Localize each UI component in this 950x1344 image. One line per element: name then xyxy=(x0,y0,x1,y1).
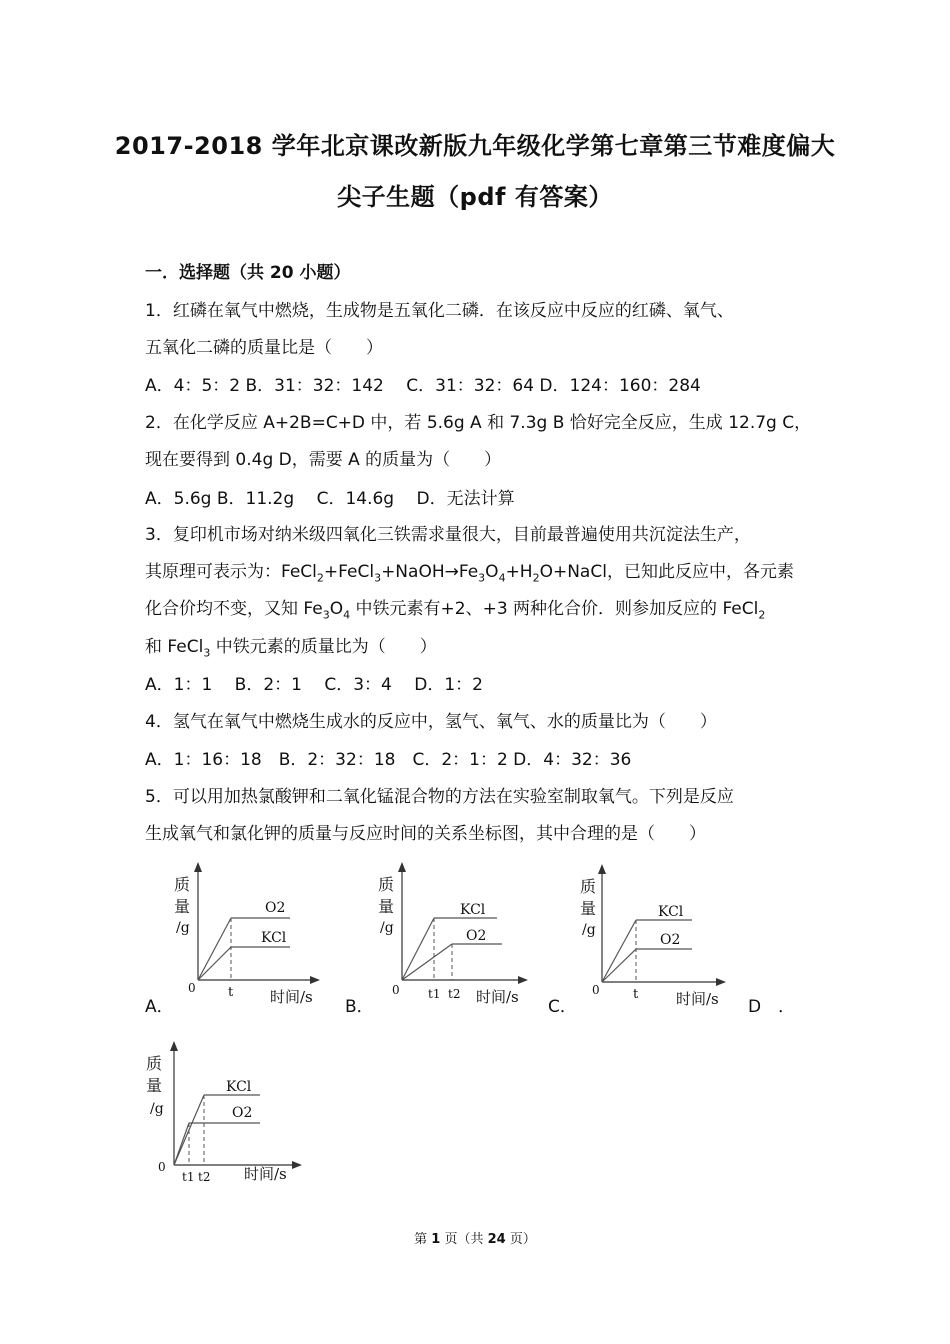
x-axis-label: 时间/s xyxy=(244,1165,287,1183)
y-label-1: 质 xyxy=(378,875,395,894)
q5-graph-c xyxy=(572,858,737,1008)
q4-options: A．1：16：18 B．2：32：18 C．2：1：2 D．4：32：36 xyxy=(145,750,632,770)
q5-graph-b xyxy=(372,858,537,1008)
curve-label-o2: O2 xyxy=(660,932,681,948)
section-heading: 一．选择题（共 20 小题） xyxy=(145,263,351,283)
t1-label: t1 xyxy=(428,987,441,1001)
q1-text-line-2: 五氧化二磷的质量比是（ ） xyxy=(145,338,383,358)
x-axis-arrow xyxy=(518,976,528,984)
origin-label: 0 xyxy=(392,983,400,997)
y-label-unit: /g xyxy=(150,1101,164,1117)
origin-label: 0 xyxy=(188,981,196,995)
q2-options: A．5.6g B．11.2g C．14.6g D．无法计算 xyxy=(145,489,515,509)
curve-label-kcl: KCl xyxy=(261,930,287,946)
q5-option-a-label: A． xyxy=(145,997,174,1017)
document-title-line-2: 尖子生题（pdf 有答案） xyxy=(337,183,613,211)
t-label: t xyxy=(633,987,639,1002)
q3-text-line-2: 其原理可表示为：$FeCl_2+FeCl_3+NaOH\to Fe_3O_4+H_2O+NaCl$，已知此反应中，各元素 xyxy=(145,562,794,585)
q5-graph-d xyxy=(140,1035,310,1190)
y-axis-arrow xyxy=(170,1041,178,1051)
t2-label: t2 xyxy=(448,987,461,1001)
origin-label: 0 xyxy=(158,1160,166,1174)
t2-label: t2 xyxy=(198,1170,211,1184)
page-footer: 第 1 页（共 24 页） xyxy=(414,1232,536,1247)
y-label-1: 质 xyxy=(174,875,191,894)
curve-label-o2: O2 xyxy=(265,900,286,916)
origin-label: 0 xyxy=(592,983,600,997)
q5-option-d-label: D ． xyxy=(748,997,796,1017)
t1-label: t1 xyxy=(182,1170,195,1184)
y-axis-arrow xyxy=(598,864,606,874)
q5-option-c-label: C． xyxy=(548,997,577,1017)
y-label-2: 量 xyxy=(146,1076,163,1095)
y-label-unit: /g xyxy=(582,922,596,938)
x-axis-label: 时间/s xyxy=(476,988,519,1006)
curve-label-o2: O2 xyxy=(466,928,487,944)
q3-text-line-4: 和 FeCl$_3$ 中铁元素的质量比为（ ） xyxy=(145,637,437,660)
y-label-unit: /g xyxy=(176,920,190,936)
t-label: t xyxy=(228,985,234,1000)
q3-text-line-3: 化合价均不变，又知 $Fe_3O_4$ 中铁元素有+2、+3 两种化合价．则参加反应的 FeCl$_2$ xyxy=(145,599,766,622)
y-label-1: 质 xyxy=(146,1054,163,1073)
y-label-1: 质 xyxy=(580,877,597,896)
q1-options: A．4：5：2 B．31：32：142 C．31：32：64 D．124：160：284 xyxy=(145,376,701,396)
x-axis-label: 时间/s xyxy=(676,990,719,1008)
q5-graph-a xyxy=(168,858,328,1008)
q5-option-b-label: B． xyxy=(345,997,374,1017)
q5-text-line-1: 5．可以用加热氯酸钾和二氧化锰混合物的方法在实验室制取氧气。下列是反应 xyxy=(145,787,734,807)
q3-options: A．1：1 B．2：1 C．3：4 D．1：2 xyxy=(145,675,483,695)
y-axis-arrow xyxy=(398,862,406,872)
y-label-2: 量 xyxy=(378,897,395,916)
x-axis-arrow xyxy=(310,976,320,984)
o2-rise xyxy=(198,918,231,980)
y-label-2: 量 xyxy=(580,899,597,918)
curve-label-kcl: KCl xyxy=(460,902,486,918)
y-label-2: 量 xyxy=(174,897,191,916)
kcl-rise xyxy=(602,920,636,982)
q5-text-line-2: 生成氧气和氯化钾的质量与反应时间的关系坐标图，其中合理的是（ ） xyxy=(145,824,706,844)
q3-text-line-1: 3．复印机市场对纳米级四氧化三铁需求量很大，目前最普遍使用共沉淀法生产， xyxy=(145,525,751,545)
x-axis-arrow xyxy=(716,978,726,986)
q1-text-line-1: 1．红磷在氧气中燃烧，生成物是五氧化二磷．在该反应中反应的红磷、氧气、 xyxy=(145,301,734,321)
y-label-unit: /g xyxy=(380,920,394,936)
o2-rise xyxy=(402,944,452,980)
x-axis-label: 时间/s xyxy=(270,988,313,1006)
document-title-line-1: 2017-2018 学年北京课改新版九年级化学第七章第三节难度偏大 xyxy=(114,132,836,160)
curve-label-kcl: KCl xyxy=(658,904,684,920)
q2-text-line-2: 现在要得到 0.4g D，需要 A 的质量为（ ） xyxy=(145,450,502,470)
curve-label-o2: O2 xyxy=(232,1105,253,1121)
x-axis-arrow xyxy=(292,1161,302,1169)
kcl-rise xyxy=(198,947,231,980)
kcl-rise xyxy=(402,918,434,980)
curve-label-kcl: KCl xyxy=(226,1079,252,1095)
o2-rise xyxy=(602,949,636,982)
o2-rise xyxy=(174,1123,189,1165)
y-axis-arrow xyxy=(194,862,202,872)
q4-text-line-1: 4．氢气在氧气中燃烧生成水的反应中，氢气、氧气、水的质量比为（ ） xyxy=(145,712,717,732)
q2-text-line-1: 2．在化学反应 A+2B=C+D 中，若 5.6g A 和 7.3g B 恰好完全反应，生成 12.7g C， xyxy=(145,413,812,433)
